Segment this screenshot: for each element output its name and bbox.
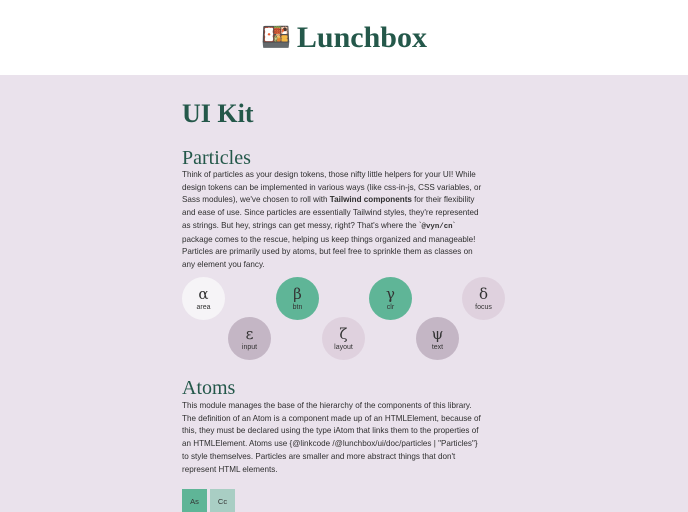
atom-swatch-as[interactable]: As — [182, 489, 207, 512]
particle-clr[interactable] — [369, 277, 412, 320]
particle-label: focus — [475, 304, 492, 311]
zeta-glyph: ζ — [339, 325, 348, 343]
brand[interactable] — [261, 21, 427, 55]
particle-layout[interactable] — [322, 317, 365, 360]
section-title-atoms: Atoms — [182, 377, 236, 399]
particle-focus[interactable] — [462, 277, 505, 320]
beta-glyph: β — [293, 285, 302, 303]
atoms-description: This module manages the base of the hierarchy of the components of this library. The definition of an Atom is a component made up of an HTMLElement, because of this, they must be declared using the type iAtom that links them to the properties of an HTMLElement. Atoms use {@linkcode /@lunchbox/ui/doc/particles | "Particles"} to style themselves. Particles are smaller and more abstract things that don't represent HTML elements. — [182, 401, 481, 474]
atom-swatch-cc[interactable]: Cc — [210, 489, 235, 512]
tailwind-components-text: Tailwind components — [329, 195, 412, 205]
page-title: UI Kit — [182, 99, 254, 128]
particle-label: layout — [334, 344, 353, 351]
top-header — [0, 0, 688, 75]
particle-label: clr — [386, 304, 395, 311]
particle-text[interactable] — [416, 317, 459, 360]
particle-label: area — [196, 304, 211, 311]
particles-description: Think of particles as your design tokens, those nifty little helpers for your UI! While design tokens can be implemented in various ways (like css-in-js, CSS variables, or Sass modules), we've chosen to roll with Tailwind components for their flexibility and ease of use. Since particles are essentially Tailwind styles, they're represented as strings. But hey, strings can get messy, right? That's where the `@vyn/cn` package comes to the rescue, helping us keep things organized and manageable! Particles are primarily used by atoms, but feel free to sprinkle them as classes on any element you fancy. — [182, 170, 482, 269]
brand-name: Lunchbox — [296, 20, 427, 54]
main-content — [0, 75, 688, 512]
psi-glyph: ψ — [431, 325, 444, 343]
alpha-glyph: α — [198, 285, 209, 303]
particle-label: text — [431, 344, 444, 351]
particle-label: input — [241, 344, 258, 351]
particle-input[interactable] — [228, 317, 271, 360]
package-name-code: @vyn/cn — [421, 222, 453, 231]
bento-box-icon: 🍱 — [261, 23, 291, 51]
particle-area[interactable] — [182, 277, 225, 320]
gamma-glyph: γ — [386, 285, 395, 303]
epsilon-glyph: ε — [245, 325, 254, 343]
particle-label: btn — [292, 304, 303, 311]
particle-btn[interactable] — [276, 277, 319, 320]
section-title-particles: Particles — [182, 147, 251, 169]
delta-glyph: δ — [478, 285, 489, 303]
